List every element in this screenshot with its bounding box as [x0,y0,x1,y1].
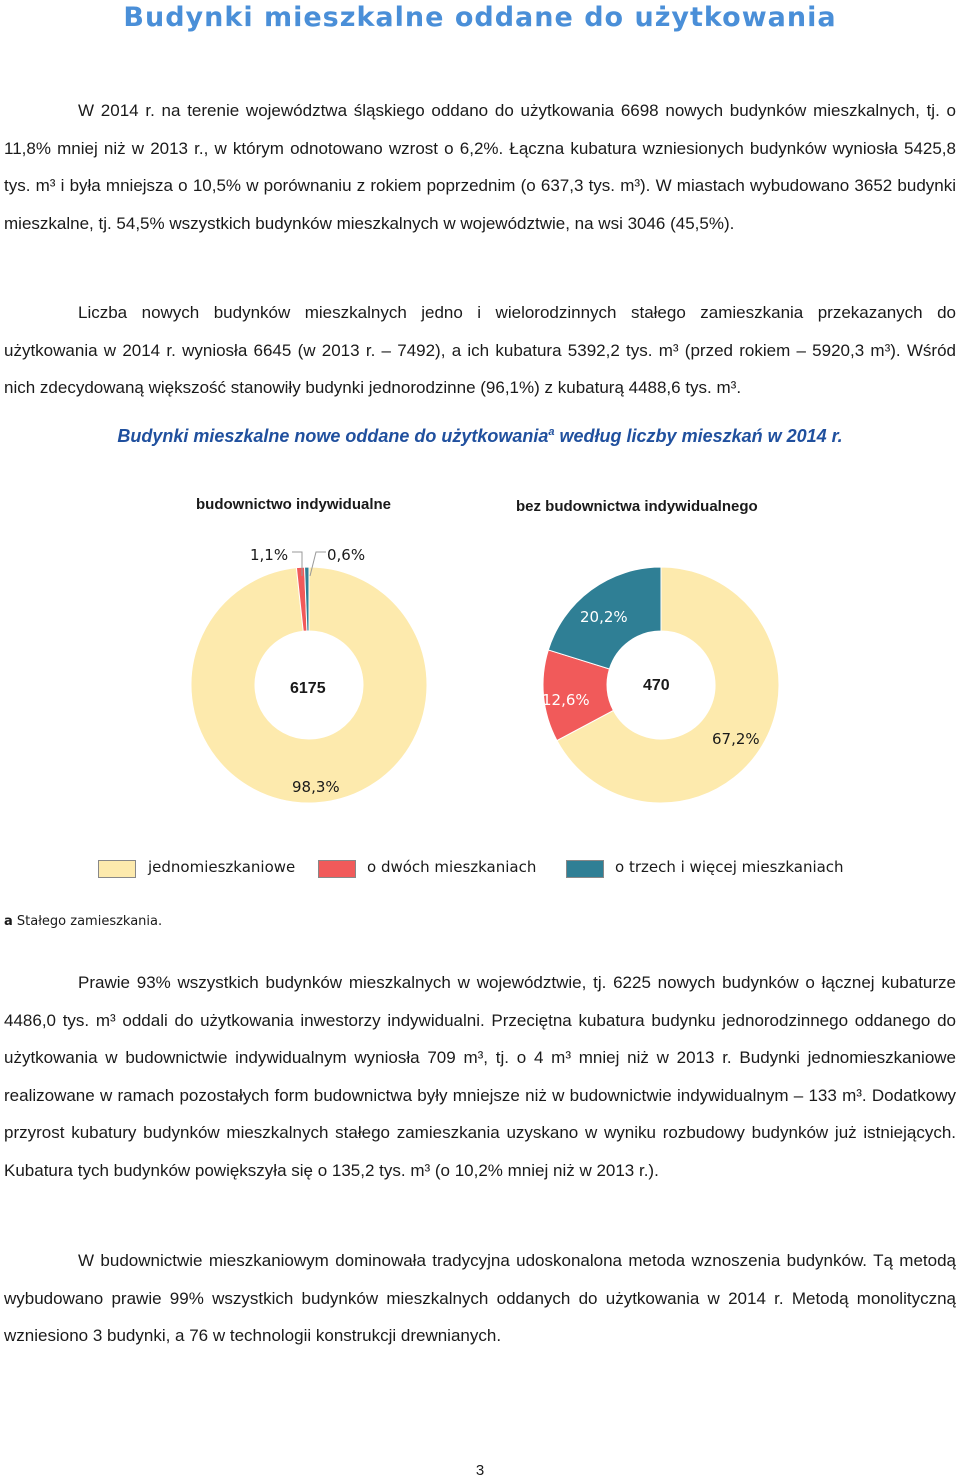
paragraph-3-text: Prawie 93% wszystkich budynków mieszkalnych w województwie, tj. 6225 nowych budynków o łącznej kubaturze 4486,0 tys. m³ oddali do użytkowania inwestorzy indywidualni. Przeciętna kubatura budynku jednorodzinnego oddanego do użytkowania w budownictwie indywidualnym wyniosła 709 m³, tj. o 4 m³ mniej niż w 2013 r. Budynki jednomieszkaniowe realizowane w ramach pozostałych form budownictwa były mniejsze niż w budownictwie indywidualnym – 133 m³. Dodatkowy przyrost kubatury budynków mieszkalnych stałego zamieszkania uzyskano w wyniku rozbudowy budynków już istniejących. Kubatura tych budynków powiększyła się o 135,2 tys. m³ (o 10,2% mniej niż w 2013 r.). [4,973,956,1180]
donut-charts [0,540,960,840]
chart-title [0,426,960,447]
chart-2-label-two-flat: 12,6% [542,691,590,709]
page-title: Budynki mieszkalne oddane do użytkowania [123,2,837,33]
paragraph-3 [4,964,956,1189]
legend-label-single: jednomieszkaniowe [148,858,296,876]
chart-2-label-single: 67,2% [712,730,760,748]
chart-1-name: budownictwo indywidualne [196,496,391,513]
legend-swatch-two-flat [318,860,356,878]
paragraph-1-text: W 2014 r. na terenie województwa śląskiego oddano do użytkowania 6698 nowych budynków mieszkalnych, tj. o 11,8% mniej niż w 2013 r., w którym odnotowano wzrost o 6,2%. Łączna kubatura wzniesionych budynków wyniosła 5425,8 tys. m³ i była mniejsza o 10,5% w porównaniu z rokiem poprzednim (o 637,3 tys. m³). W miastach wybudowano 3652 budynki mieszkalne, tj. 54,5% wszystkich budynków mieszkalnych w województwie, na wsi 3046 (45,5%). [4,101,956,233]
paragraph-4 [4,1242,956,1355]
paragraph-1 [4,92,956,242]
chart-1-total: 6175 [290,680,326,697]
chart-title-main: Budynki mieszkalne nowe oddane do użytkowania [117,426,549,446]
chart-2-label-three-plus: 20,2% [580,608,628,626]
paragraph-4-text: W budownictwie mieszkaniowym dominowała tradycyjna udoskonalona metoda wznoszenia budynków. Tą metodą wybudowano prawie 99% wszystkich budynków mieszkalnych oddanych do użytkowania w 2014 r. Metodą monolityczną wzniesiono 3 budynki, a 76 w technologii konstrukcji drewnianych. [4,1251,956,1345]
legend-label-three-plus: o trzech i więcej mieszkaniach [615,858,844,876]
chart-legend [96,858,896,882]
paragraph-2-text: Liczba nowych budynków mieszkalnych jedno i wielorodzinnych stałego zamieszkania przekazanych do użytkowania w 2014 r. wyniosła 6645 (w 2013 r. – 7492), a ich kubatura 5392,2 tys. m³ (przed rokiem – 5920,3 m³). Wśród nich zdecydowaną większość stanowiły budynki jednorodzinne (96,1%) z kubaturą 4488,6 tys. m³. [4,303,956,397]
paragraph-2 [4,294,956,407]
chart-title-suffix: według liczby mieszkań w 2014 r. [554,426,843,446]
legend-label-two-flat: o dwóch mieszkaniach [367,858,537,876]
footnote-text: Stałego zamieszkania. [12,914,163,929]
legend-swatch-single [98,860,136,878]
chart-1-label-three-plus: 0,6% [327,546,366,564]
chart-title-footnote-marker: a [548,426,555,438]
footnote [4,914,162,929]
footnote-marker: a [4,914,13,929]
legend-swatch-three-plus [566,860,604,878]
chart-2-total: 470 [643,677,670,694]
page-number: 3 [475,1462,485,1479]
chart-2-name: bez budownictwa indywidualnego [516,498,758,515]
chart-1-label-two-flat: 1,1% [250,546,289,564]
chart-1-label-single: 98,3% [292,778,340,796]
